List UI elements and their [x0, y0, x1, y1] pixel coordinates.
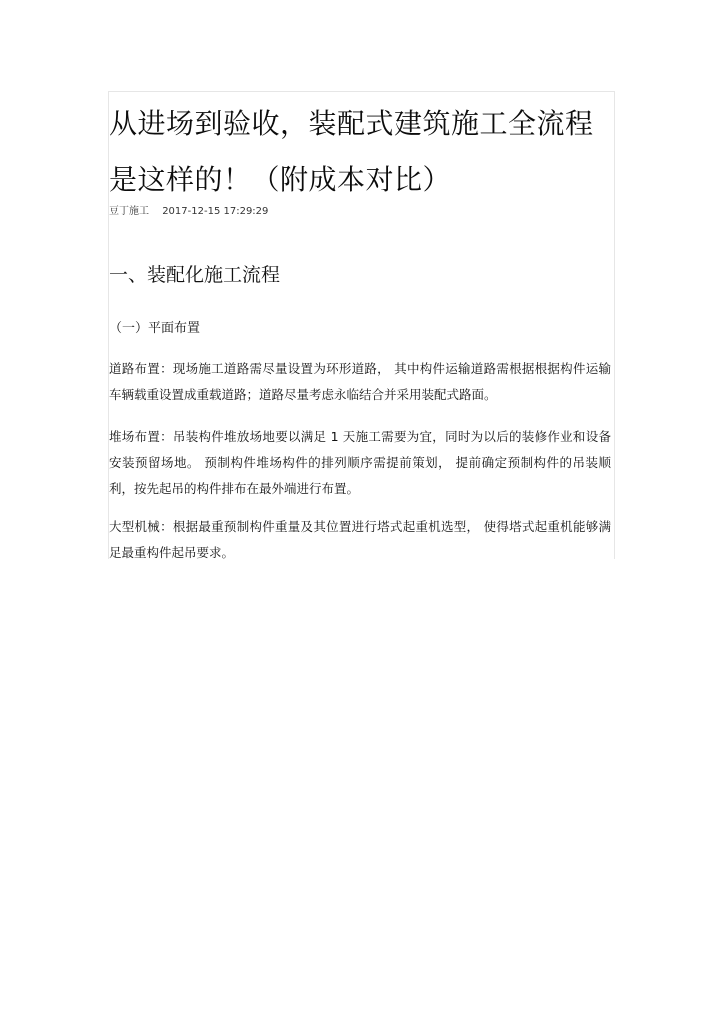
- paragraph-road-layout: 道路布置：现场施工道路需尽量设置为环形道路， 其中构件运输道路需根据根据构件运输车辆载重设置成重载道路；道路尽量考虑永临结合并采用装配式路面。: [109, 361, 611, 402]
- author-name[interactable]: 豆丁施工: [109, 206, 149, 217]
- article-meta: [109, 205, 268, 219]
- publish-datetime: 2017-12-15 17:29:29: [162, 206, 269, 217]
- sub-heading: （一）平面布置: [109, 321, 201, 336]
- paragraph-heavy-machinery: 大型机械：根据最重预制构件重量及其位置进行塔式起重机选型， 使得塔式起重机能够满足最重构件起吊要求。: [109, 519, 611, 560]
- article-title: 从进场到验收，装配式建筑施工全流程是这样的！（附成本对比）: [109, 107, 594, 196]
- section-heading: 一、装配化施工流程: [109, 264, 281, 286]
- paragraph-yard-layout: 堆场布置：吊装构件堆放场地要以满足 1 天施工需要为宜，同时为以后的装修作业和设备安装预留场地。 预制构件堆场构件的排列顺序需提前策划， 提前确定预制构件的吊装顺利，按先起吊的构件排布在最外端进行布置。: [109, 429, 611, 496]
